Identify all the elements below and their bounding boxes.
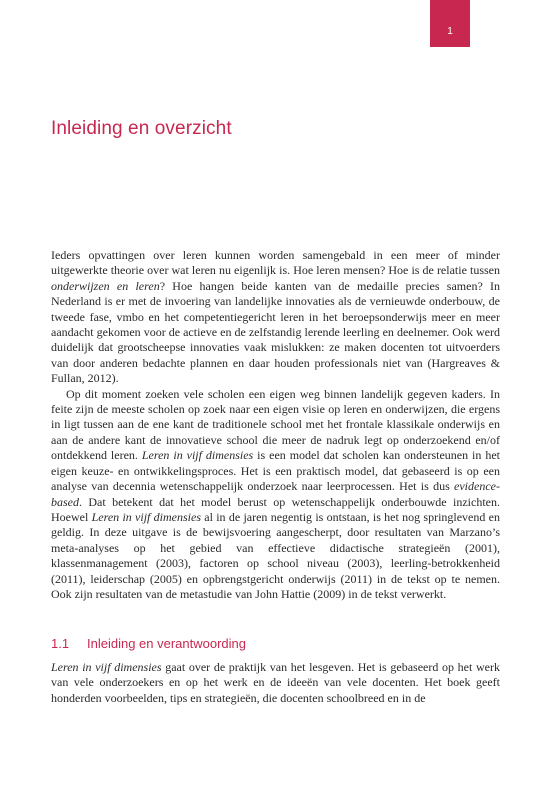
- chapter-title: Inleiding en overzicht: [51, 118, 232, 139]
- intro-paragraph-2: Op dit moment zoeken vele scholen een eigen weg binnen landelijk gegeven kaders. In feite zijn de meeste scholen op zoek naar een eigen visie op leren en onderwijzen, die ergens in ligt tussen aan de ene kant de traditionele school met het frontale klassikale onderwijs en aan de andere kant de innovatieve school die meer de nadruk legt op onderzoekend en/of ontdekkend leren. Leren in vijf dimensies is een model dat scholen kan ondersteunen in het eigen keuze- en ontwikkelingsproces. Het is een praktisch model, dat gebaseerd is op een analyse van decennia wetenschappelijk onderzoek naar leerprocessen. Het is dus evidence-based. Dat betekent dat het model berust op wetenschappelijk onderbouwde inzichten. Hoewel Leren in vijf dimensies al in de jaren negentig is ontstaan, is het nog springlevend en geldig. In deze uitgave is de bewijsvoering aangescherpt, door resultaten van Marzano’s meta-analyses op het gebied van effectieve didactische strategieën (2001), klassenmanagement (2003), factoren op school niveau (2003), leerling-betrokkenheid (2011), leiderschap (2005) en opbrengstgericht onderwijs (2011) in de tekst op te nemen. Ook zijn resultaten van de metastudie van John Hattie (2009) in de tekst verwerkt.: [51, 386, 500, 601]
- italic-run: Leren in vijf dimensies: [51, 660, 162, 674]
- page-number: 1: [447, 26, 453, 37]
- section-text: [51, 660, 500, 706]
- italic-run: Leren in vijf dimensies: [141, 448, 254, 463]
- intro-text: [51, 248, 500, 602]
- section-heading: [51, 636, 246, 651]
- section-paragraph-1: Leren in vijf dimensies gaat over de praktijk van het lesgeven. Het is gebaseerd op het werk van vele onderzoekers en op het werk en de ideeën van vele docenten. Het boek geeft honderden voorbeelden, tips en strategieën, die docenten schoolbreed en in de: [51, 660, 500, 705]
- section-title: Inleiding en verantwoording: [87, 636, 246, 651]
- italic-run: onderwijzen en leren: [51, 278, 160, 293]
- page-number-tab: [430, 0, 470, 47]
- italic-run: Leren in vijf dimensies: [91, 509, 201, 524]
- section-number: 1.1: [51, 636, 70, 651]
- intro-paragraph-1: Ieders opvattingen over leren kunnen worden samengebald in een meer of minder uitgewerkte theorie over wat leren nu eigenlijk is. Hoe leren mensen? Hoe is de relatie tussen onderwijzen en leren? Hoe hangen beide kanten van de medaille precies samen? In Nederland is er met de invoering van landelijke innovaties als de vernieuwde onderbouw, de tweede fase, vmbo en het competentiegericht leren in het beroepsonderwijs meer en meer aandacht gekomen voor de actieve en de zelfstandig lerende leerling en deelnemer. Ook werd duidelijk dat grootscheepse innovaties vaak mislukken: ze maken docenten tot uitvoerders van door anderen bedachte plannen en daar houden professionals niet van (Hargreaves & Fullan, 2012).: [51, 248, 501, 386]
- italic-run: evidence-based: [51, 479, 500, 509]
